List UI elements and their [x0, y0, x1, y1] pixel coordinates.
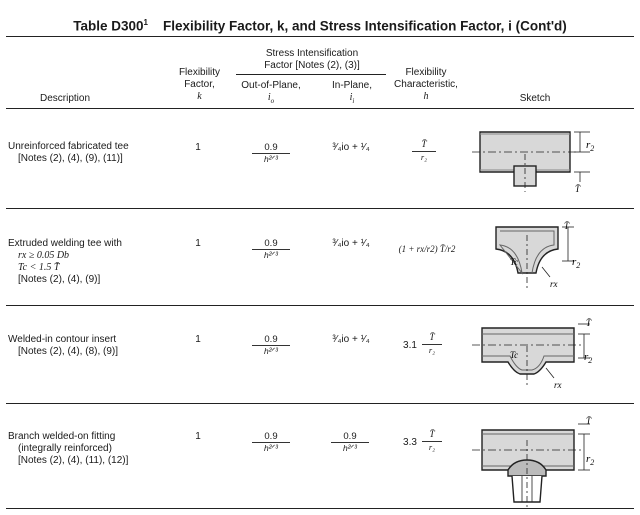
- row4-h-coef: 3.3: [403, 437, 417, 448]
- row3-sketch-r2: $r_2$: [584, 351, 593, 365]
- row3-h: $\frac{T̄}{\text{r₂}}$: [422, 333, 442, 356]
- row4-k: 1: [195, 431, 201, 442]
- row3-description: Welded-in contour insert [Notes (2), (4), (8), (9)]: [8, 334, 119, 357]
- row1-k: 1: [195, 142, 201, 153]
- row4-sketch-r2: $r_2$: [586, 453, 595, 467]
- row2-k: 1: [195, 238, 201, 249]
- row1-sketch-tee: [470, 120, 610, 198]
- row4-sketch-branch-fitting: [470, 410, 610, 510]
- row3-sketch-T: T̄: [586, 318, 592, 328]
- rule-header: [6, 108, 634, 109]
- row4-ii: 0.9 h²ᐟ³: [331, 431, 369, 454]
- row2-sketch-T: T̄: [564, 221, 570, 231]
- header-flex-characteristic: Flexibility Characteristic, h: [394, 67, 458, 102]
- header-description: Description: [39, 93, 91, 104]
- row2-io: 0.9 h²ᐟ³: [252, 238, 290, 261]
- row4-h: $\frac{T̄}{\text{r₂}}$: [422, 430, 442, 453]
- row4-io: 0.9 h²ᐟ³: [252, 431, 290, 454]
- header-sketch: Sketch: [519, 93, 551, 104]
- row2-sketch-r2: $r_2$: [572, 256, 581, 270]
- rule-row3: [6, 403, 634, 404]
- header-sif: Stress Intensification Factor [Notes (2), (3)]: [264, 48, 360, 71]
- row2-sketch-Tc: Tc: [510, 257, 519, 267]
- rule-bottom: [6, 508, 634, 509]
- row3-ii: ³⁄₄io + ¹⁄₄: [332, 334, 370, 345]
- row1-h: $\frac{T̄}{\text{r₂}}$: [412, 140, 436, 163]
- row3-h-coef: 3.1: [403, 340, 417, 351]
- rule-row1: [6, 208, 634, 209]
- rule-top: [6, 36, 634, 37]
- rule-row2: [6, 305, 634, 306]
- row2-sketch-rx: rx: [550, 279, 558, 289]
- row4-description: Branch welded-on fitting (integrally reinforced) [Notes (2), (4), (11), (12)]: [8, 431, 129, 466]
- row1-ii: ³⁄₄io + ¹⁄₄: [332, 142, 370, 153]
- row3-io: 0.9 h²ᐟ³: [252, 334, 290, 357]
- row4-sketch-T: T̄: [586, 416, 592, 426]
- row1-sketch-r2: $r_2$: [586, 139, 595, 153]
- header-flexibility-factor: Flexibility Factor, k: [178, 67, 221, 102]
- table-title: Table $D300^1$ Flexibility Factor, k, and Stress Intensification Factor, i (Cont'd): [73, 18, 567, 34]
- row3-k: 1: [195, 334, 201, 345]
- table-title-text: Flexibility Factor, k, and Stress Intensification Factor, i (Cont'd): [162, 18, 567, 34]
- header-out-of-plane: Out-of-Plane, $i_o$: [241, 80, 301, 105]
- row3-sketch-contour-insert: [470, 312, 610, 394]
- row2-ii: ³⁄₄io + ¹⁄₄: [332, 238, 370, 249]
- row3-sketch-Tc: Tc: [510, 350, 519, 360]
- row2-h: (1 + rx/r2) T̄/r2: [398, 244, 456, 254]
- row1-io: 0.9 h²ᐟ³: [252, 142, 290, 165]
- row2-sketch-extruded-tee: [470, 215, 610, 293]
- row1-description: Unreinforced fabricated tee [Notes (2), (4), (9), (11)]: [8, 141, 129, 164]
- row1-sketch-T: T̄: [575, 184, 581, 194]
- sif-rule: [236, 74, 386, 75]
- row2-description: Extruded welding tee with rx ≥ 0.05 Db Tc < 1.5 T̄ [Notes (2), (4), (9)]: [8, 238, 122, 285]
- header-in-plane: In-Plane, $i_i$: [331, 80, 373, 105]
- row3-sketch-rx: rx: [554, 380, 562, 390]
